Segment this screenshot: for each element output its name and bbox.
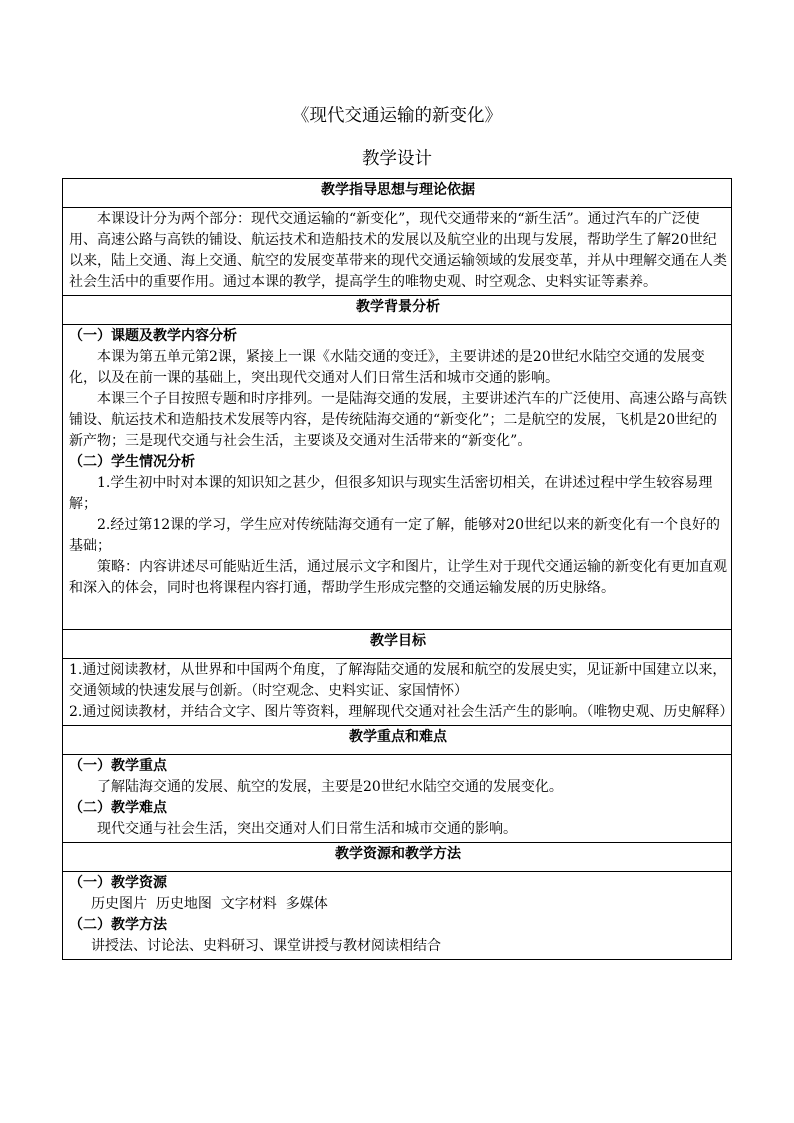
section-heading-resources-methods: 教学资源和教学方法 [63,843,732,872]
subheading-resources: （一）教学资源 [69,875,167,891]
methods-text: 讲授法、讨论法、史料研习、课堂讲授与教材阅读相结合 [91,938,441,954]
section-heading-key-points: 教学重点和难点 [63,726,732,755]
document-title: 《现代交通运输的新变化》 [292,106,502,126]
subheading-content-analysis: （一）课题及教学内容分析 [69,328,237,344]
student-analysis-item-1: 1.学生初中时对本课的知识知之甚少，但很多知识与现实生活密切相关，在讲述过程中学生较容易理解； [69,475,713,512]
subheading-student-analysis: （二）学生情况分析 [69,454,195,470]
key-points-text: 了解陆海交通的发展、航空的发展，主要是20世纪水陆空交通的发展变化。 [97,779,563,795]
document-subtitle: 教学设计 [362,149,432,169]
subheading-methods: （二）教学方法 [69,917,167,933]
subheading-difficulties: （二）教学难点 [69,800,167,816]
section-body-guiding-ideas [63,208,732,296]
section-body-background [63,325,732,630]
blank-space [69,599,727,627]
section-body-resources-methods [63,872,732,960]
section-heading-guiding-ideas: 教学指导思想与理论依据 [63,179,732,208]
section-heading-objectives: 教学目标 [63,630,732,659]
section-heading-background: 教学背景分析 [63,296,732,325]
objective-2: 2.通过阅读教材，并结合文字、图片等资料，理解现代交通对社会生活产生的影响。（唯物史观、历史解释） [69,704,734,720]
content-analysis-paragraph-1: 本课为第五单元第2课，紧接上一课《水陆交通的变迁》，主要讲述的是20世纪水陆空交通的发展变化，以及在前一课的基础上，突出现代交通对人们日常生活和城市交通的影响。 [69,349,705,386]
section-body-objectives [63,659,732,726]
resources-text: 历史图片 历史地图 文字材料 多媒体 [91,896,328,912]
strategy-paragraph: 策略：内容讲述尽可能贴近生活，通过展示文字和图片，让学生对于现代交通运输的新变化有更加直观和深入的体会，同时也将课程内容打通，帮助学生形成完整的交通运输发展的历史脉络。 [69,559,727,596]
guiding-ideas-text: 本课设计分为两个部分：现代交通运输的“新变化”，现代交通带来的“新生活”。通过汽车的广泛使用、高速公路与高铁的铺设、航运技术和造船技术的发展以及航空业的出现与发展，帮助学生了解20世纪以来，陆上交通、海上交通、航空的发展变革带来的现代交通运输领域的发展变革，并从中理解交通在人类社会生活中的重要作用。通过本课的教学，提高学生的唯物史观、时空观念、史料实证等素养。 [69,211,727,290]
lesson-plan-table [62,178,732,960]
objective-1: 1.通过阅读教材，从世界和中国两个角度，了解海陆交通的发展和航空的发展史实，见证新中国建立以来，交通领域的快速发展与创新。（时空观念、史料实证、家国情怀） [69,662,727,699]
student-analysis-item-2: 2.经过第12课的学习，学生应对传统陆海交通有一定了解，能够对20世纪以来的新变化有一个良好的基础； [69,517,720,554]
difficulties-text: 现代交通与社会生活，突出交通对人们日常生活和城市交通的影响。 [97,821,517,837]
subheading-key-points: （一）教学重点 [69,758,167,774]
section-body-key-points [63,755,732,843]
content-analysis-paragraph-2: 本课三个子目按照专题和时序排列。一是陆海交通的发展，主要讲述汽车的广泛使用、高速公路与高铁铺设、航运技术和造船技术发展等内容，是传统陆海交通的“新变化”；二是航空的发展，飞机是20世纪的新产物；三是现代交通与社会生活，主要谈及交通对生活带来的“新变化”。 [69,391,727,449]
